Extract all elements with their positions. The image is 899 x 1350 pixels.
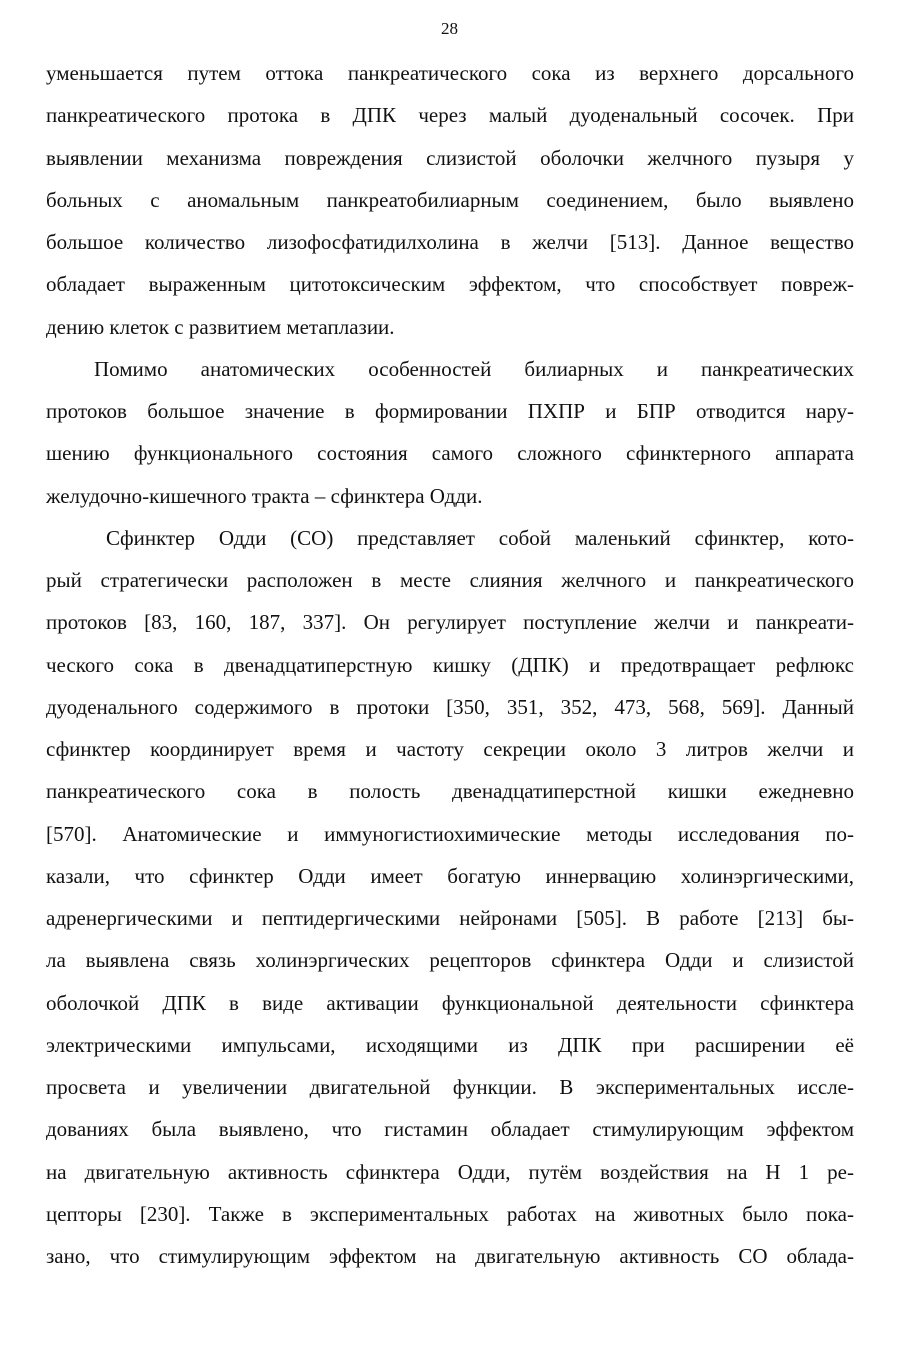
text-line: дуоденального содержимого в протоки [350, 351, 352, 473, 568, 569]. Данный <box>46 694 854 719</box>
text-line: адренергическими и пептидергическими нейронами [505]. В работе [213] бы- <box>46 906 854 930</box>
text-line: желудочно-кишечного тракта – сфинктера Одди. <box>46 483 483 508</box>
paragraph-3 <box>46 517 854 1278</box>
text-line: [570]. Анатомические и иммуногистиохимические методы исследования по- <box>46 821 854 846</box>
text-line: уменьшается путем оттока панкреатического сока из верхнего дорсального <box>46 61 854 85</box>
text-line: протоков большое значение в формировании ПХПР и БПР отводится нару- <box>46 399 854 423</box>
text-line: электрическими импульсами, исходящими из ДПК при расширении её <box>46 1032 854 1057</box>
text-line: больных с аномальным панкреатобилиарным соединением, было выявлено <box>46 187 854 212</box>
text-line: оболочкой ДПК в виде активации функциональной деятельности сфинктера <box>46 990 854 1015</box>
text-line: обладает выраженным цитотоксическим эффектом, что способствует повреж- <box>46 272 854 297</box>
text-line: большое количество лизофосфатидилхолина в желчи [513]. Данное вещество <box>46 230 854 254</box>
paragraph-2 <box>46 348 854 517</box>
text-line: панкреатического протока в ДПК через малый дуоденальный сосочек. При <box>46 103 854 128</box>
paragraph-1 <box>46 52 854 348</box>
text-line: выявлении механизма повреждения слизистой оболочки желчного пузыря у <box>46 145 854 170</box>
text-line: просвета и увеличении двигательной функции. В экспериментальных иссле- <box>46 1075 854 1099</box>
page-number: 28 <box>441 19 458 38</box>
text-line: ла выявлена связь холинэргических рецепторов сфинктера Одди и слизистой <box>46 948 854 973</box>
text-line: дованиях была выявлено, что гистамин обладает стимулирующим эффектом <box>46 1117 854 1142</box>
text-line: на двигательную активность сфинктера Одди, путём воздействия на Н 1 ре- <box>46 1159 854 1184</box>
text-line: дению клеток с развитием метаплазии. <box>46 314 395 339</box>
text-line: казали, что сфинктер Одди имеет богатую иннервацию холинэргическими, <box>46 863 854 888</box>
text-line: ческого сока в двенадцатиперстную кишку (ДПК) и предотвращает рефлюкс <box>46 652 854 677</box>
text-line: Помимо анатомических особенностей билиарных и панкреатических <box>94 356 854 381</box>
text-line: панкреатического сока в полость двенадцатиперстной кишки ежедневно <box>46 779 854 804</box>
document-body <box>46 52 854 1277</box>
text-line: Сфинктер Одди (СО) представляет собой маленький сфинктер, кото- <box>106 525 854 550</box>
text-line: зано, что стимулирующим эффектом на двигательную активность СО облада- <box>46 1244 854 1268</box>
text-line: рый стратегически расположен в месте слияния желчного и панкреатического <box>46 568 854 592</box>
text-line: шению функционального состояния самого сложного сфинктерного аппарата <box>46 441 854 466</box>
text-line: сфинктер координирует время и частоту секреции около 3 литров желчи и <box>46 737 854 761</box>
text-line: цепторы [230]. Также в экспериментальных работах на животных было пока- <box>46 1201 854 1226</box>
text-line: протоков [83, 160, 187, 337]. Он регулирует поступление желчи и панкреати- <box>46 610 854 635</box>
